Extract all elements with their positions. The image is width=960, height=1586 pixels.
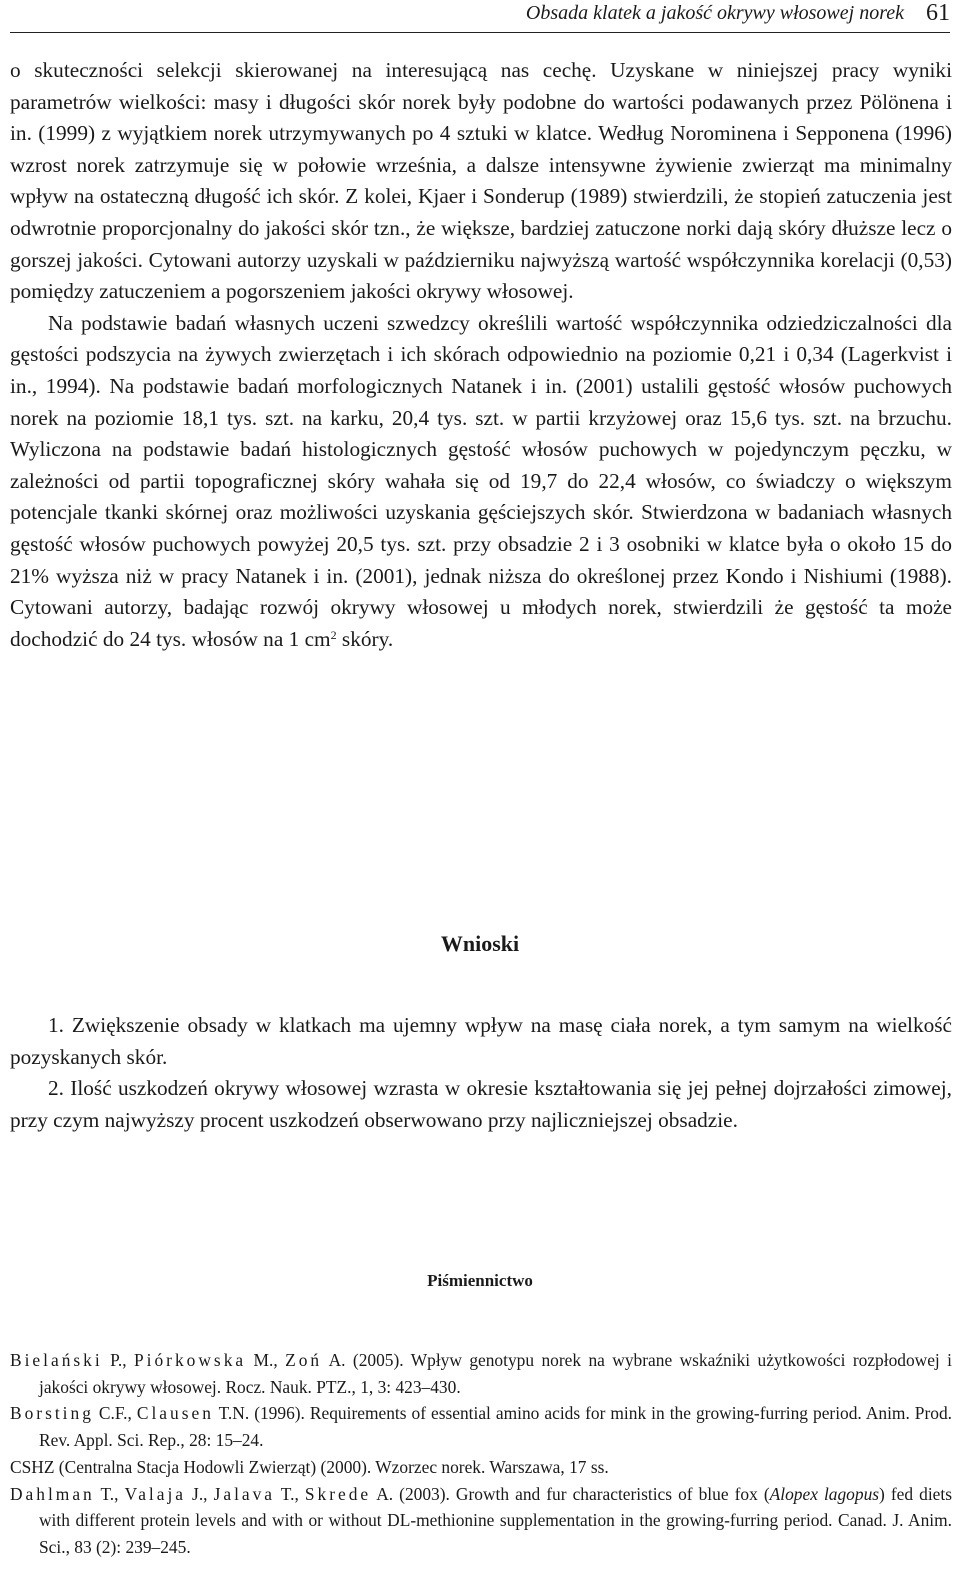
running-title: Obsada klatek a jakość okrywy włosowej norek bbox=[525, 2, 904, 24]
reference-item: CSHZ (Centralna Stacja Hodowli Zwierząt) (2000). Wzorzec norek. Warszawa, 17 ss. bbox=[10, 1456, 609, 1477]
running-header bbox=[10, 0, 950, 33]
references-list bbox=[10, 1347, 952, 1561]
author-name: Valaja bbox=[124, 1483, 187, 1504]
author-initials: C.F., bbox=[93, 1403, 137, 1424]
paragraph-1: o skuteczności selekcji skierowanej na interesującą nas cechę. Uzyskane w niniejszej pracy wyniki parametrów wielkości: masy i długości skór norek były podobne do wartości podawanych przez Pölönena i in. (1999) z wyjątkiem norek utrzymywanych po 4 sztuki w klatce. Według Norominena i Sepponena (1996) wzrost norek zatrzymuje się w połowie września, a dalsze intensywne żywienie zwierząt ma minimalny wpływ na ostateczną długość ich skór. Z kolei, Kjaer i Sonderup (1989) stwierdzili, że stopień zatuczenia jest odwrotnie proporcjonalny do jakości skór tzn., że większe, bardziej zatuczone norki dają skóry dłuższe lecz o gorszej jakości. Cytowani autorzy uzyskali w październiku najwyższą wartość współczynnika korelacji (0,53) pomiędzy zatuczeniem a pogorszeniem jakości okrywy włosowej. bbox=[10, 58, 952, 304]
reference-item bbox=[10, 1481, 952, 1561]
author-initials: T., bbox=[94, 1483, 125, 1504]
author-initials: P., bbox=[102, 1350, 134, 1370]
reference-text: A. (2003). Growth and fur characteristics of blue fox ( bbox=[371, 1483, 770, 1504]
reference-text: A. (2005). Wpływ genotypu norek na wybrane wskaźniki użytkowości rozpłodowej i jakości okrywy włosowej. Rocz. Nauk. PTZ., 1, 3: 423–430. bbox=[39, 1350, 953, 1397]
species-name: Alopex lagopus bbox=[769, 1483, 880, 1504]
author-name: Clausen bbox=[136, 1403, 214, 1424]
reference-item bbox=[10, 1347, 952, 1400]
paragraph-2 bbox=[10, 308, 952, 656]
author-name: Zoń bbox=[285, 1350, 323, 1370]
references-heading: Piśmiennictwo bbox=[427, 1271, 533, 1290]
page-number: 61 bbox=[926, 0, 950, 26]
author-initials: M., bbox=[246, 1350, 286, 1370]
conclusion-item: 1. Zwiększenie obsady w klatkach ma ujemny wpływ na masę ciała norek, a tym samym na wielkość pozyskanych skór. bbox=[10, 1013, 952, 1069]
reference-item bbox=[10, 1400, 952, 1453]
superscript-2: 2 bbox=[330, 627, 337, 642]
author-name: Borsting bbox=[10, 1403, 94, 1424]
paragraph-2-end: skóry. bbox=[336, 626, 394, 651]
main-text bbox=[10, 55, 952, 655]
author-name: Dahlman bbox=[10, 1483, 95, 1504]
conclusions-list bbox=[10, 1010, 952, 1136]
reference-text: T.N. (1996). Requirements of essential amino acids for mink in the growing-furring period. Anim. Prod. Rev. Appl. Sci. Rep., 28: 15–24. bbox=[39, 1403, 952, 1451]
author-name: Piórkowska bbox=[133, 1350, 247, 1370]
reference-text: ) fed diets with different protein levels and with or without DL-methionine supplementation in the growing-furring period. Canad. J. Anim. Sci., 83 (2): 239–245. bbox=[39, 1483, 952, 1557]
author-initials: J., bbox=[186, 1483, 214, 1504]
paragraph-2-text: Na podstawie badań własnych uczeni szwedzcy określili wartość współczynnika odziedziczalności dla gęstości podszycia na żywych zwierzętach i ich skórach odpowiednio na poziomie 0,21 i 0,34 (Lagerkvist i in., 1994). Na podstawie badań morfologicznych Natanek i in. (2001) ustalili gęstość włosów puchowych norek na poziomie 18,1 tys. szt. na karku, 20,4 tys. szt. w partii krzyżowej oraz 15,6 tys. szt. na brzuchu. Wyliczona na podstawie badań histologicznych gęstość włosów puchowych w pojedynczym pęczku, w zależności od partii topograficznej skóry wahała się od 19,7 do 22,4 włosów, co świadczy o większym potencjale tkanki skórnej oraz możliwości uzyskania gęściejszych skór. Stwierdzona w badaniach własnych gęstość włosów puchowych powyżej 20,5 tys. szt. przy obsadzie 2 i 3 osobniki w klatce była o około 15 do 21% wyższa niż w pracy Natanek i in. (2001), jednak niższa do określonej przez Kondo i Nishiumi (1988). Cytowani autorzy, badając rozwój okrywy włosowej u młodych norek, stwierdzili że gęstość ta może dochodzić do 24 tys. włosów na 1 cm bbox=[10, 310, 952, 651]
author-name: Bielański bbox=[10, 1350, 103, 1370]
author-name: Skrede bbox=[304, 1483, 372, 1504]
author-name: Jalava bbox=[213, 1483, 276, 1504]
conclusion-item: 2. Ilość uszkodzeń okrywy włosowej wzrasta w okresie kształtowania się jej pełnej dojrzałości zimowej, przy czym najwyższy procent uszkodzeń obserwowano przy najliczniejszej obsadzie. bbox=[10, 1076, 952, 1132]
conclusions-heading: Wnioski bbox=[440, 931, 520, 956]
author-initials: T., bbox=[275, 1483, 305, 1504]
